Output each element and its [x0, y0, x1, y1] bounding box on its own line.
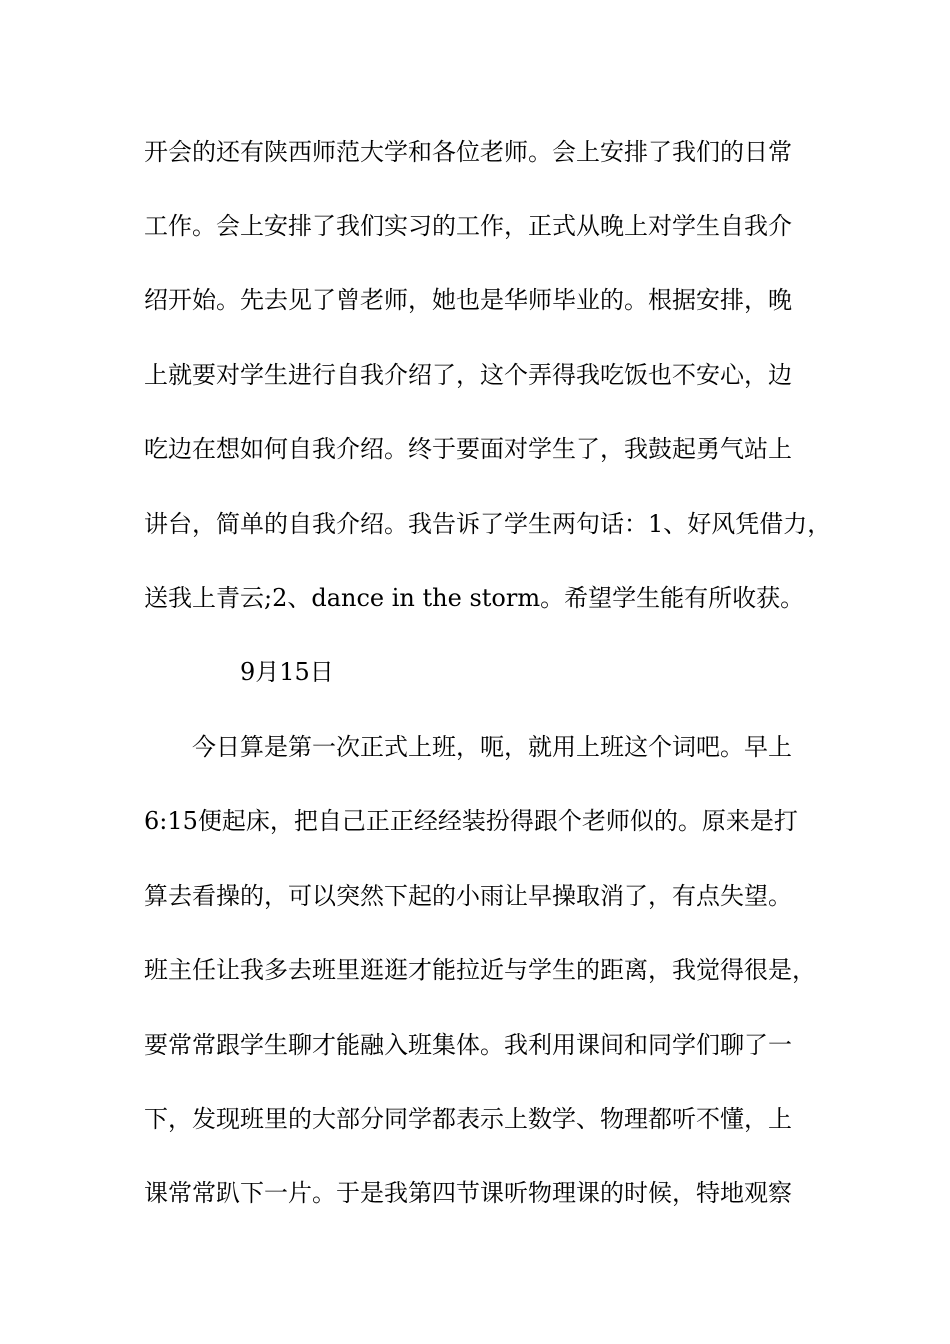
paragraph-line-7: 送我上青云;2、dance in the storm。希望学生能有所收获。 — [144, 584, 805, 612]
paragraph-line-2: 工作。会上安排了我们实习的工作，正式从晚上对学生自我介 — [144, 212, 792, 240]
paragraph-line-5: 吃边在想如何自我介绍。终于要面对学生了，我鼓起勇气站上 — [144, 435, 792, 463]
paragraph-line-12: 班主任让我多去班里逛逛才能拉近与学生的距离，我觉得很是， — [144, 956, 816, 984]
paragraph-line-14: 下，发现班里的大部分同学都表示上数学、物理都听不懂，上 — [144, 1105, 792, 1133]
paragraph-line-13: 要常常跟学生聊才能融入班集体。我利用课间和同学们聊了一 — [144, 1031, 792, 1059]
paragraph-line-9: 今日算是第一次正式上班，呃，就用上班这个词吧。早上 — [192, 733, 792, 761]
paragraph-line-3: 绍开始。先去见了曾老师，她也是华师毕业的。根据安排，晚 — [144, 286, 792, 314]
paragraph-line-11: 算去看操的，可以突然下起的小雨让早操取消了，有点失望。 — [144, 882, 792, 910]
paragraph-line-6: 讲台，简单的自我介绍。我告诉了学生两句话：1、好风凭借力， — [144, 510, 832, 538]
date-heading: 9月15日 — [240, 658, 334, 686]
paragraph-line-1: 开会的还有陕西师范大学和各位老师。会上安排了我们的日常 — [144, 138, 792, 166]
paragraph-line-10: 6:15便起床，把自己正正经经装扮得跟个老师似的。原来是打 — [144, 807, 798, 835]
paragraph-line-15: 课常常趴下一片。于是我第四节课听物理课的时候，特地观察 — [144, 1179, 792, 1207]
paragraph-line-4: 上就要对学生进行自我介绍了，这个弄得我吃饭也不安心，边 — [144, 361, 792, 389]
